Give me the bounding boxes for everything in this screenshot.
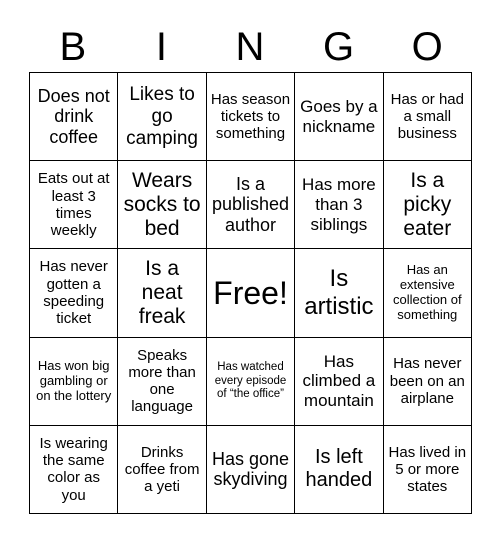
cell-text: Has lived in 5 or more states bbox=[388, 443, 467, 496]
cell-text: Is artistic bbox=[304, 265, 374, 320]
bingo-cell[interactable] bbox=[384, 426, 472, 514]
cell-text: Eats out at least 3 times weekly bbox=[37, 170, 110, 240]
bingo-cell[interactable] bbox=[295, 338, 383, 426]
bingo-cell[interactable] bbox=[207, 426, 295, 514]
bingo-cell[interactable] bbox=[295, 426, 383, 514]
bingo-cell[interactable] bbox=[384, 338, 472, 426]
bingo-cell[interactable] bbox=[30, 426, 118, 514]
bingo-cell[interactable] bbox=[207, 338, 295, 426]
bingo-cell[interactable] bbox=[30, 338, 118, 426]
bingo-cell[interactable] bbox=[207, 73, 295, 161]
cell-text: Is a neat freak bbox=[138, 256, 186, 329]
cell-text: Has never been on an airplane bbox=[389, 355, 465, 407]
bingo-cell[interactable] bbox=[118, 73, 206, 161]
cell-text: Has season tickets to something bbox=[210, 90, 291, 143]
cell-text: Drinks coffee from a yeti bbox=[124, 443, 200, 496]
bingo-cell[interactable] bbox=[384, 161, 472, 249]
cell-text: Does not drink coffee bbox=[37, 85, 110, 147]
bingo-cell[interactable] bbox=[118, 161, 206, 249]
bingo-cell[interactable] bbox=[295, 161, 383, 249]
cell-text: Speaks more than one language bbox=[128, 346, 196, 416]
bingo-cell-free[interactable] bbox=[207, 249, 295, 337]
cell-text: Is a published author bbox=[211, 173, 290, 236]
header-letter-i: I bbox=[155, 25, 168, 69]
header-letter-o: O bbox=[411, 25, 444, 69]
cell-text: Likes to go camping bbox=[126, 83, 198, 149]
bingo-cell[interactable] bbox=[384, 249, 472, 337]
header-letter-g: G bbox=[323, 25, 356, 69]
bingo-cell[interactable] bbox=[30, 73, 118, 161]
bingo-cell[interactable] bbox=[295, 249, 383, 337]
header-letter-b: B bbox=[59, 25, 88, 69]
header-letter-n: N bbox=[235, 25, 266, 69]
cell-text: Is wearing the same color as you bbox=[39, 434, 108, 504]
cell-text: Has never gotten a speeding ticket bbox=[39, 258, 108, 328]
bingo-cell[interactable] bbox=[295, 73, 383, 161]
bingo-cell[interactable] bbox=[118, 338, 206, 426]
cell-text: Has gone skydiving bbox=[211, 448, 290, 490]
bingo-cell[interactable] bbox=[30, 161, 118, 249]
bingo-header bbox=[29, 22, 472, 72]
cell-text: Has climbed a mountain bbox=[302, 351, 376, 410]
cell-text: Has or had a small business bbox=[390, 90, 464, 143]
cell-text: Has watched every episode of “the office” bbox=[214, 361, 287, 400]
cell-text: Is a picky eater bbox=[403, 168, 452, 240]
cell-text: Is left handed bbox=[305, 446, 373, 492]
free-space-text: Free! bbox=[213, 274, 288, 311]
cell-text: Has won big gambling or on the lottery bbox=[36, 357, 112, 403]
cell-text: Has an extensive collection of something bbox=[392, 262, 462, 322]
bingo-cell[interactable] bbox=[384, 73, 472, 161]
cell-text: Has more than 3 siblings bbox=[302, 175, 376, 234]
bingo-cell[interactable] bbox=[118, 426, 206, 514]
cell-text: Goes by a nickname bbox=[300, 97, 378, 136]
cell-text: Wears socks to bed bbox=[123, 168, 201, 240]
bingo-cell[interactable] bbox=[118, 249, 206, 337]
bingo-grid bbox=[29, 72, 472, 514]
bingo-cell[interactable] bbox=[30, 249, 118, 337]
bingo-cell[interactable] bbox=[207, 161, 295, 249]
